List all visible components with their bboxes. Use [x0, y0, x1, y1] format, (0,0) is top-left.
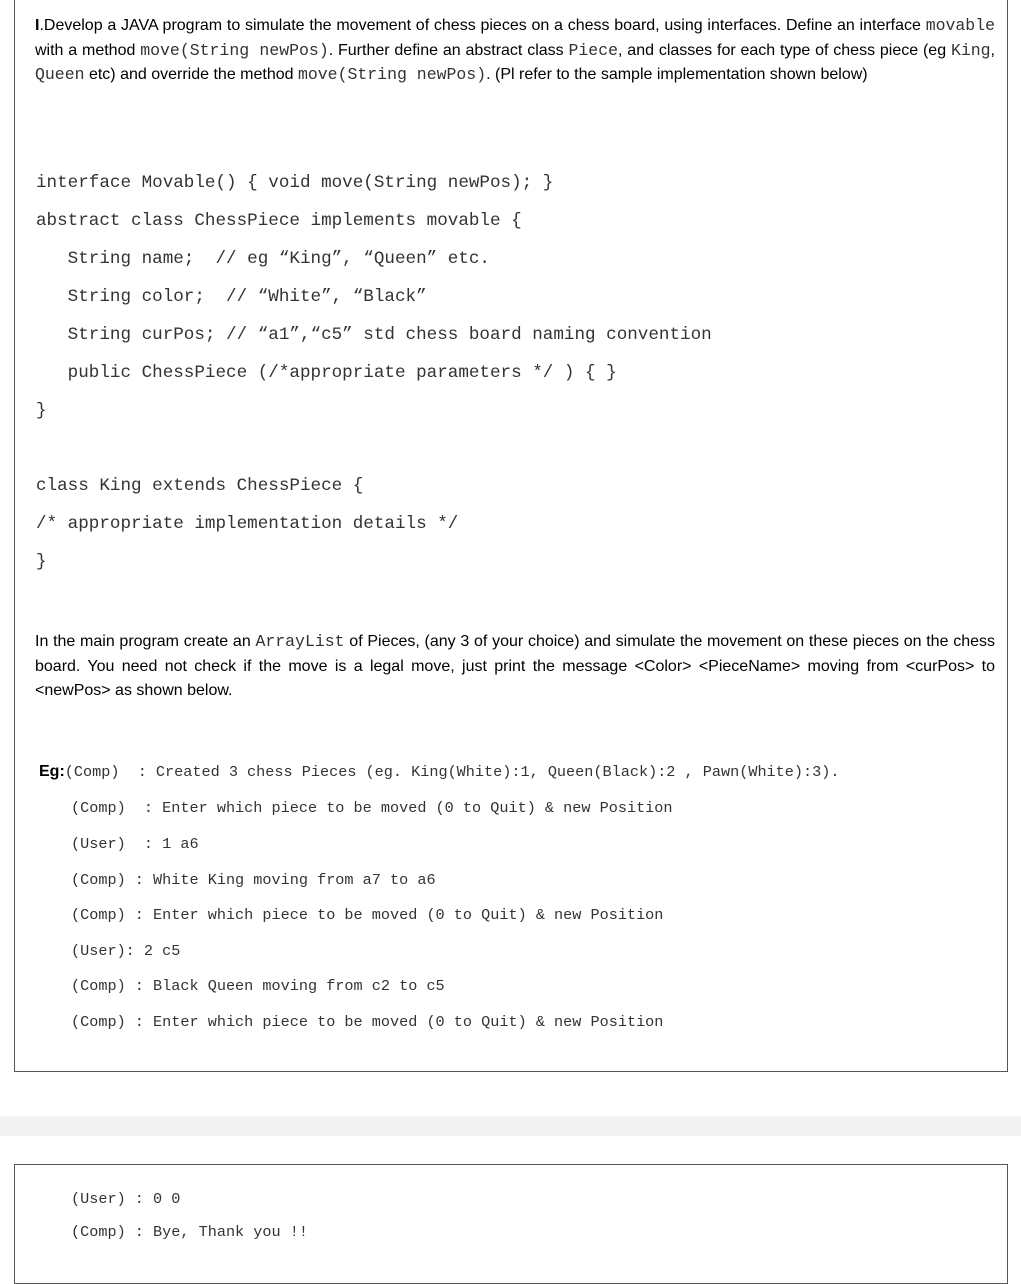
continuation-box	[14, 1164, 1008, 1284]
question-box	[14, 0, 1008, 1072]
instruction-body	[35, 633, 995, 699]
page-break	[0, 1116, 1021, 1136]
code-line-3: String name; // eg “King”, “Queen” etc.	[36, 249, 490, 269]
example-label: Eg:	[39, 763, 65, 780]
code-line-6: public ChessPiece (/*appropriate parameters */ ) { }	[36, 363, 617, 383]
inline-code: movable	[925, 16, 995, 35]
code-line-8: class King extends ChessPiece {	[36, 476, 364, 496]
example-line-8: (Comp) : Enter which piece to be moved (0 to Quit) & new Position	[71, 1013, 664, 1031]
code-line-2: abstract class ChessPiece implements movable {	[36, 211, 522, 231]
text-run: of Pieces, (any 3 of your choice) and simulate the movement on these pieces on the chess board. You need not check if the move is a legal move, just print the message <Color> <PieceName> moving from <curPos> to <newPos> as shown below.	[35, 633, 996, 699]
text-run: with a method	[35, 41, 141, 59]
code-line-10: }	[36, 552, 47, 572]
example-line-10: (Comp) : Bye, Thank you !!	[71, 1223, 308, 1241]
example-line-9: (User) : 0 0	[71, 1190, 181, 1208]
question-text	[35, 14, 995, 88]
inline-code: move(String newPos)	[297, 65, 487, 84]
example-line-2: (Comp) : Enter which piece to be moved (0 to Quit) & new Position	[71, 799, 673, 817]
instruction-text	[35, 630, 995, 704]
example-line-7: (Comp) : Black Queen moving from c2 to c5	[71, 977, 445, 995]
question-number: I	[35, 17, 40, 34]
code-line-1: interface Movable() { void move(String newPos); }	[36, 173, 554, 193]
question-body	[35, 17, 995, 83]
example-line-3: (User) : 1 a6	[71, 835, 199, 853]
text-run: . (Pl refer to the sample implementation shown below)	[486, 66, 868, 83]
code-line-4: String color; // “White”, “Black”	[36, 287, 427, 307]
inline-code: Piece	[568, 40, 619, 60]
code-line-9: /* appropriate implementation details */	[36, 514, 459, 534]
inline-code: King	[950, 40, 991, 60]
inline-code: ArrayList	[255, 632, 345, 651]
text-run: ,	[990, 41, 995, 59]
example-line-6: (User): 2 c5	[71, 942, 181, 960]
example-line-1: Eg:(Comp) : Created 3 chess Pieces (eg. King(White):1, Queen(Black):2 , Pawn(White):3).	[39, 763, 840, 781]
text-run: .Develop a JAVA program to simulate the movement of chess pieces on a chess board, using interfaces. Define an interface	[39, 17, 926, 34]
text-run: etc) and override the method	[84, 66, 298, 83]
inline-code: Queen	[35, 65, 85, 84]
inline-code: move(String newPos)	[140, 40, 329, 60]
example-line-4: (Comp) : White King moving from a7 to a6	[71, 871, 436, 889]
text-run: In the main program create an	[35, 633, 256, 650]
text-run: , and classes for each type of chess piece (eg	[618, 41, 951, 59]
example-line-5: (Comp) : Enter which piece to be moved (0 to Quit) & new Position	[71, 906, 664, 924]
text-run: . Further define an abstract class	[328, 41, 569, 59]
code-line-5: String curPos; // “a1”,“c5” std chess board naming convention	[36, 325, 712, 345]
code-line-7: }	[36, 401, 47, 421]
